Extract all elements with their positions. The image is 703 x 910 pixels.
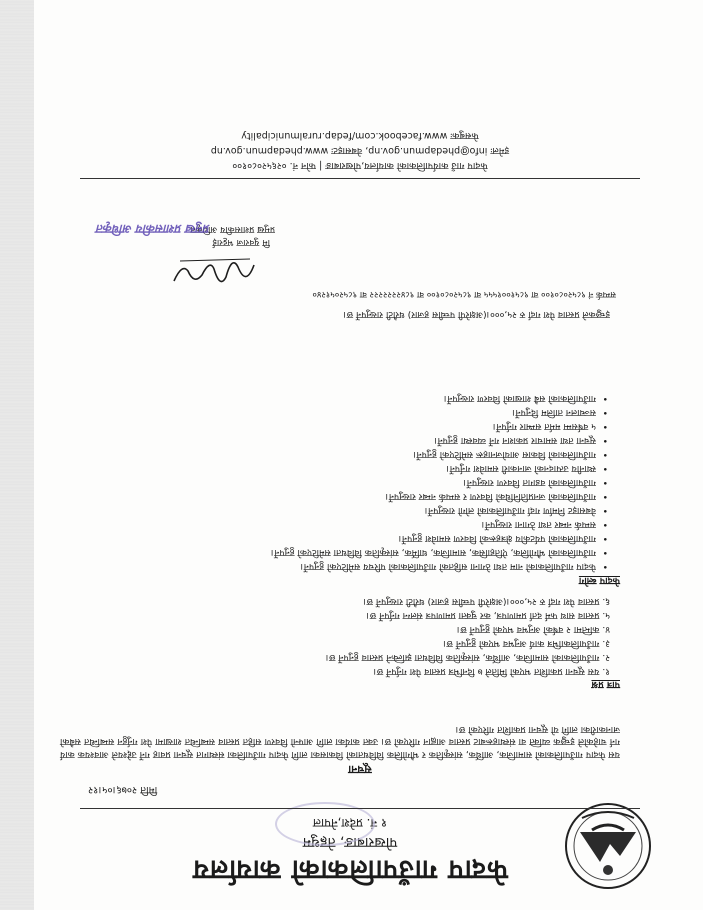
signatory-role: प्रमुख प्रशासकीय अधिकृत xyxy=(190,224,275,234)
footer-rule xyxy=(80,178,640,179)
province-line: १ नं. प्रदेश,नेपाल xyxy=(312,816,388,830)
footer-address: फेदाप गाउँ कार्यपालिकाको कार्यालय,पोखराबाङ | फोन नं. ०२६५२०८०१०० xyxy=(232,160,488,171)
list-item: ३. गाउँपालिकाभित्र कार्य अनुभव भएको हुनुपर्ने छ। xyxy=(442,638,610,649)
footer-facebook: फेसबुकः www.facebook.com/fedap.ruralmunicipality xyxy=(241,130,479,141)
list-item: • सञ्चालन तालिम दिनुपर्ने। xyxy=(512,406,596,418)
letter-subject: सूचना xyxy=(348,763,372,776)
list-item: • सूचना तथा समाचार प्रकाशन गर्ने व्यवस्था हुनुपर्ने। xyxy=(434,434,596,446)
list-item: ६. प्रस्ताव पेश गर्दा रु २५,०००।(अक्षरेपी पच्चीस हजार) धरौटी राख्नुपर्ने छ। xyxy=(363,596,610,607)
footer-email-web: इमेलः info@phedapmun.gov.np, वेबसाइटः www.phedapmun.gov.np xyxy=(210,145,510,156)
list-item: • सम्पर्क नम्बर तथा ठेगाना राख्नुपर्ने। xyxy=(481,518,596,530)
letter-sheet-rotated xyxy=(40,0,680,910)
organization-title: फेदाप गाउँपालिकाको कार्यालय xyxy=(192,854,508,885)
nepal-emblem-icon xyxy=(562,800,654,892)
section2-heading: फेदाप ब्लोग xyxy=(578,575,620,586)
list-item: • गाउँपालिकाको पर्यटकीय क्षेत्रहरूको विवरण समावेश हुनुपर्ने। xyxy=(398,532,596,544)
list-item: २. गाउँपालिकाको सामाजिक, आर्थिक, सांस्कृतिक विविधता झल्किने प्रस्ताव हुनुपर्ने छ। xyxy=(325,652,610,663)
list-item: • गाउँपालिकाको विकास आयोजनाहरू समेटिएको हुनुपर्ने। xyxy=(413,448,596,460)
closing-note: इच्छुकले प्रस्ताव पेश गर्दा रु २५,०००।(अक्षरेपी पच्चीस हजार) धरौटी राख्नुपर्ने छ। xyxy=(343,309,610,320)
list-item: • वेबसाइट निर्माण गर्दा गाउँपालिकाको लोगो राख्नुपर्ने। xyxy=(425,504,596,516)
office-place: पोखराबाङ, तेह्रथुम xyxy=(302,834,398,850)
list-item: • गाउँपालिकाको सबै शाखाको विवरण राख्नुपर्ने। xyxy=(444,392,596,404)
list-item: • स्थानीय उत्पादनको जानकारी समावेश गर्नुपर्ने। xyxy=(446,462,596,474)
list-item: • गाउँपालिकाको वडागत विवरण राख्नुपर्ने। xyxy=(463,476,596,488)
list-item: • गाउँपालिकाको भौगोलिक, ऐतिहासिक, सामाजिक, धार्मिक, सांस्कृतिक विविधता समेटिएको हुनुपर्ने। xyxy=(271,546,596,558)
contact-numbers: सम्पर्क नं ९८५२०८०१०० वा ९८५१००१५५५ वा ९८५२०८०१०० वा ९८४२२२२२२२ वा ९८५२०५१२४० xyxy=(312,289,616,299)
intro-paragraph: यस फेदाप गाउँपालिकाको सामाजिक, आर्थिक, सांस्कृतिक र भौगोलिक विविधताको विकासका लागि फेदाप गाउँपालिका संस्थागत सूचना प्रवाह गर्ने उद्देश्यले आवश्यक कार्य गर्न चाहेकोले इच्छुक व्यक्ति वा संस्थाहरूबाट प्रस्ताव आह्वान गरिएको छ। उक्त कार्यका लागि आफ्नो विवरण सहित प्रस्ताव सम्बन्धित शाखामा पेश गर्नुहुन सम्बन्धित सबैको जानकारीका लागि यो सूचना प्रकाशित गरिएको छ। xyxy=(60,723,620,760)
handwritten-signature xyxy=(170,251,260,295)
list-item: • गाउँपालिकाको जनप्रतिनिधिको विवरण र सम्पर्क नम्बर राख्नुपर्ने। xyxy=(385,490,596,502)
header-rule xyxy=(80,808,640,809)
section1-heading: पात्र प्रश्न xyxy=(591,679,620,690)
officer-stamp: प्रमुख प्रशासकीय अधिकृत xyxy=(96,222,210,236)
list-item: ५. प्रस्ताव साथ फर्म दर्ता प्रमाणपत्र, कर चुक्ता प्रमाणपत्र संलग्न गर्नुपर्ने छ। xyxy=(366,610,610,621)
list-item: • ५ वर्षसम्म मर्मत सम्भार गर्नुपर्ने। xyxy=(493,420,596,432)
scan-shadow xyxy=(0,0,34,910)
list-item: ४. कम्तिमा २ वर्षको अनुभव भएको हुनुपर्ने छ। xyxy=(456,624,610,635)
list-item: १. यस सूचना प्रकाशित भएको मितिले ७ दिनभित्र प्रस्ताव पेश गर्नुपर्ने छ। xyxy=(373,666,610,677)
list-item: • फेदाप गाउँपालिकाको नाम तथा ठेगाना सहितको गाउँपालिकाको परिचय समेटिएको हुनुपर्ने। xyxy=(300,560,596,572)
signatory-name: मि युवराज भट्टराई xyxy=(212,237,270,247)
letter-date: मिति २०७६।०५।१२ xyxy=(88,784,158,795)
